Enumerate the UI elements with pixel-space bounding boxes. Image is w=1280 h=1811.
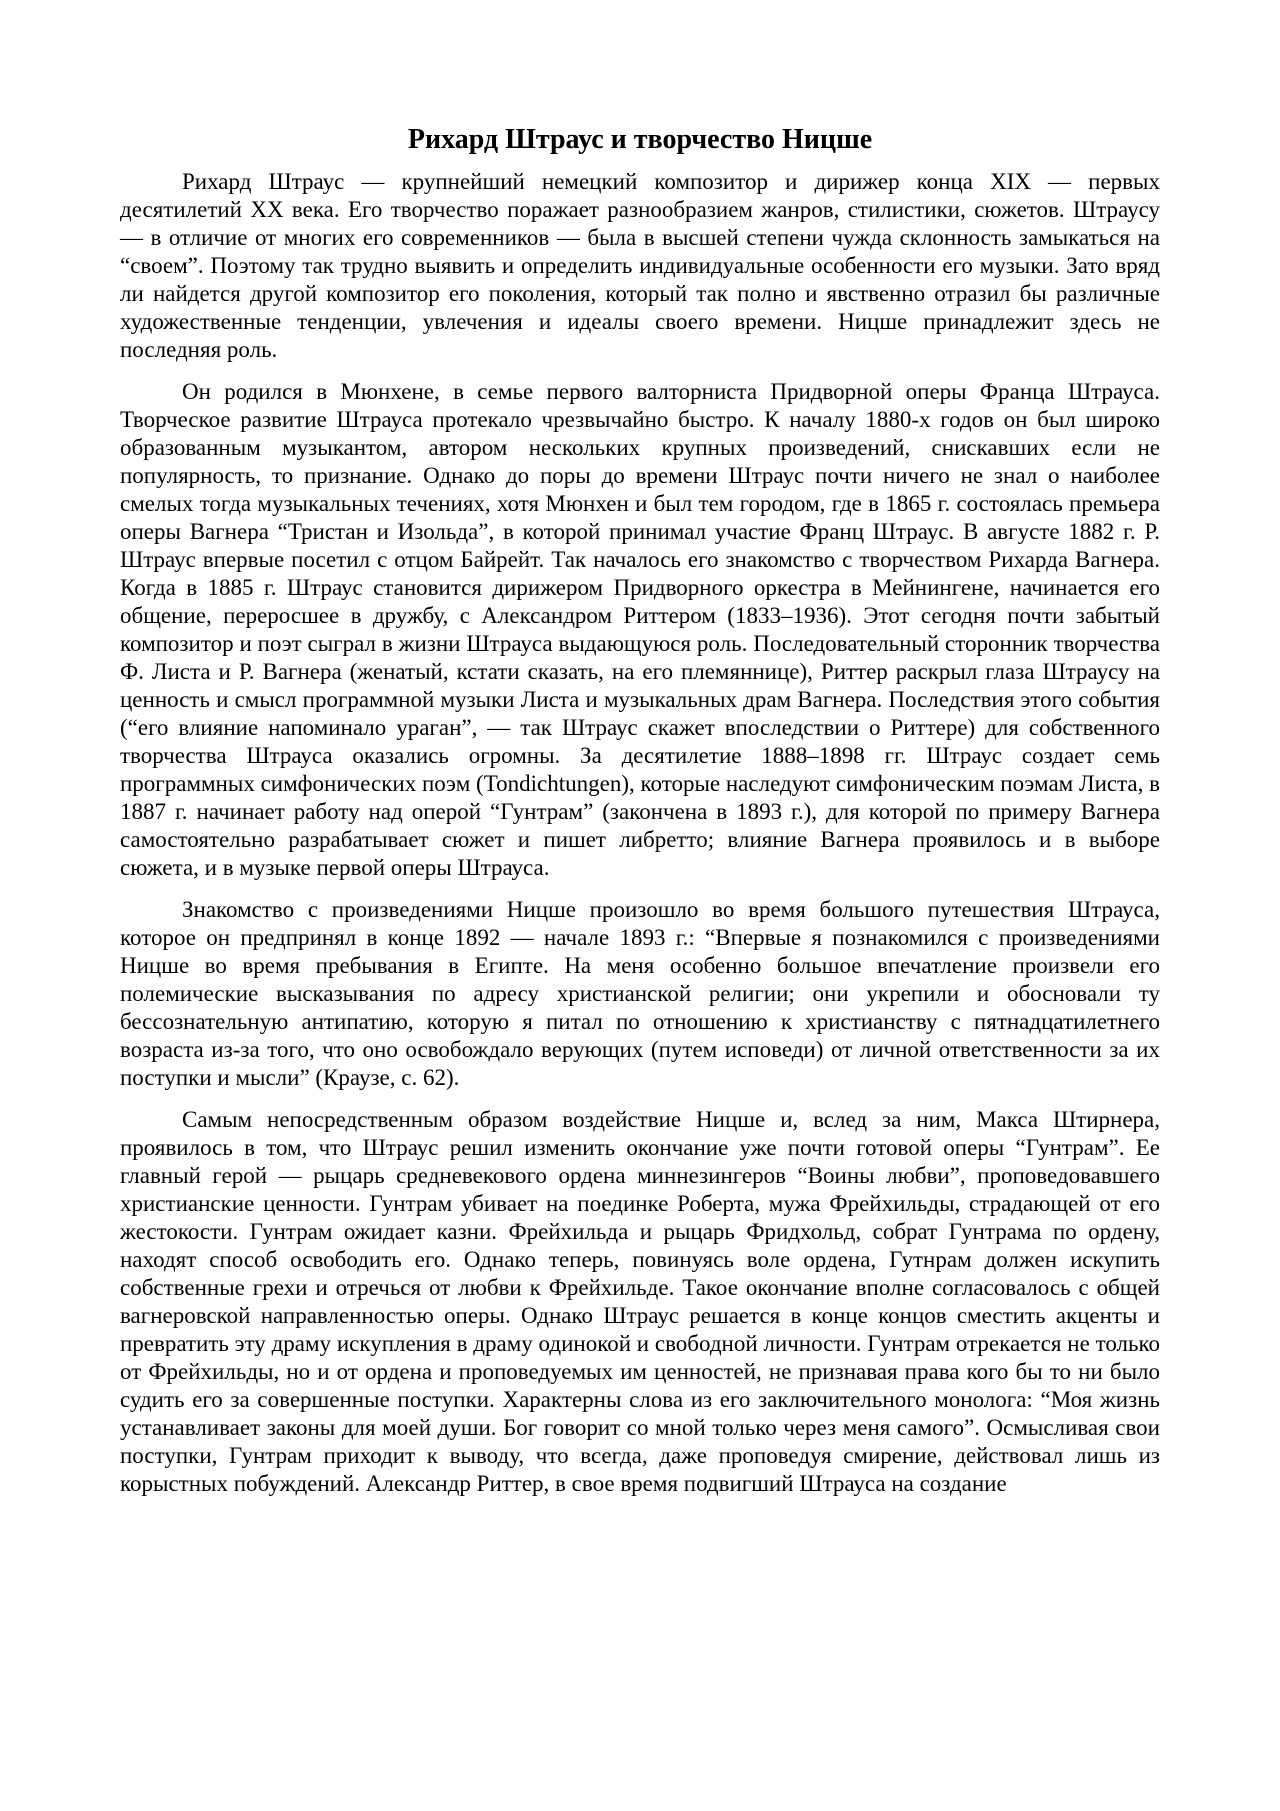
paragraph-guntram: Самым непосредственным образом воздействие Ницше и, вслед за ним, Макса Штирнера, проявилось в том, что Штраус решил изменить окончание уже почти готовой оперы “Гунтрам”. Ее главный герой — рыцарь средневекового ордена миннезингеров “Воины любви”, проповедовавшего христианские ценности. Гунтрам убивает на поединке Роберта, мужа Фрейхильды, страдающей от его жестокости. Гунтрам ожидает казни. Фрейхильда и рыцарь Фридхольд, собрат Гунтрама по ордену, находят способ освободить его. Однако теперь, повинуясь воле ордена, Гутнрам должен искупить собственные грехи и отречься от любви к Фрейхильде. Такое окончание вполне согласовалось с общей вагнеровской направленностью оперы. Однако Штраус решается в конце концов сместить акценты и превратить эту драму искупления в драму одинокой и свободной личности. Гунтрам отрекается не только от Фрейхильды, но и от ордена и проповедуемых им ценностей, не признавая права кого бы то ни было судить его за совершенные поступки. Характерны слова из его заключительного монолога: “Моя жизнь устанавливает законы для моей души. Бог говорит со мной только через меня самого”. Осмысливая свои поступки, Гунтрам приходит к выводу, что всегда, даже проповедуя смирение, действовал лишь из корыстных побуждений. Александр Риттер, в свое время подвигший Штрауса на создание (120, 1107, 1160, 1496)
paragraph-biography: Он родился в Мюнхене, в семье первого валторниста Придворной оперы Франца Штрауса. Творческое развитие Штрауса протекало чрезвычайно быстро. К началу 1880-х годов он был широко образованным музыкантом, автором нескольких крупных произведений, снискавших если не популярность, то признание. Однако до поры до времени Штраус почти ничего не знал о наиболее смелых тогда музыкальных течениях, хотя Мюнхен и был тем городом, где в 1865 г. состоялась премьера оперы Вагнера “Тристан и Изольда”, в которой принимал участие Франц Штраус. В августе 1882 г. Р. Штраус впервые посетил с отцом Байрейт. Так началось его знакомство с творчеством Рихарда Вагнера. Когда в 1885 г. Штраус становится дирижером Придворного оркестра в Мейнингене, начинается его общение, переросшее в дружбу, с Александром Риттером (1833–1936). Этот сегодня почти забытый композитор и поэт сыграл в жизни Штрауса выдающуюся роль. Последовательный сторонник творчества Ф. Листа и Р. Вагнера (женатый, кстати сказать, на его племяннице), Риттер раскрыл глаза Штраусу на ценность и смысл программной музыки Листа и музыкальных драм Вагнера. Последствия этого события (“его влияние напоминало ураган”, — так Штраус скажет впоследствии о Риттере) для собственного творчества Штрауса оказались огромны. За десятилетие 1888–1898 гг. Штраус создает семь программных симфонических поэм (Tondichtungen), которые наследуют симфоническим поэмам Листа, в 1887 г. начинает работу над оперой “Гунтрам” (закончена в 1893 г.), для которой по примеру Вагнера самостоятельно разрабатывает сюжет и пишет либретто; влияние Вагнера проявилось и в выборе сюжета, и в музыке первой оперы Штрауса. (120, 379, 1160, 880)
document-title: Рихард Штраус и творчество Ницше (407, 124, 873, 155)
document-body (120, 120, 1160, 1512)
paragraph-intro: Рихард Штраус — крупнейший немецкий композитор и дирижер конца XIX — первых десятилетий XX века. Его творчество поражает разнообразием жанров, стилистики, сюжетов. Штраусу — в отличие от многих его современников — была в высшей степени чужда склонность замыкаться на “своем”. Поэтому так трудно выявить и определить индивидуальные особенности его музыки. Зато вряд ли найдется другой композитор его поколения, который так полно и явственно отразил бы различные художественные тенденции, увлечения и идеалы своего времени. Ницше принадлежит здесь не последняя роль. (120, 169, 1160, 362)
paragraph-nietzsche-acquaintance: Знакомство с произведениями Ницше произошло во время большого путешествия Штрауса, которое он предпринял в конце 1892 — начале 1893 г.: “Впервые я познакомился с произведениями Ницше во время пребывания в Египте. На меня особенно большое впечатление произвели его полемические высказывания по адресу христианской религии; они укрепили и обосновали ту бессознательную антипатию, которую я питал по отношению к христианству с пятнадцатилетнего возраста из-за того, что оно освобождало верующих (путем исповеди) от личной ответственности за их поступки и мысли” (Краузе, с. 62). (120, 897, 1160, 1090)
